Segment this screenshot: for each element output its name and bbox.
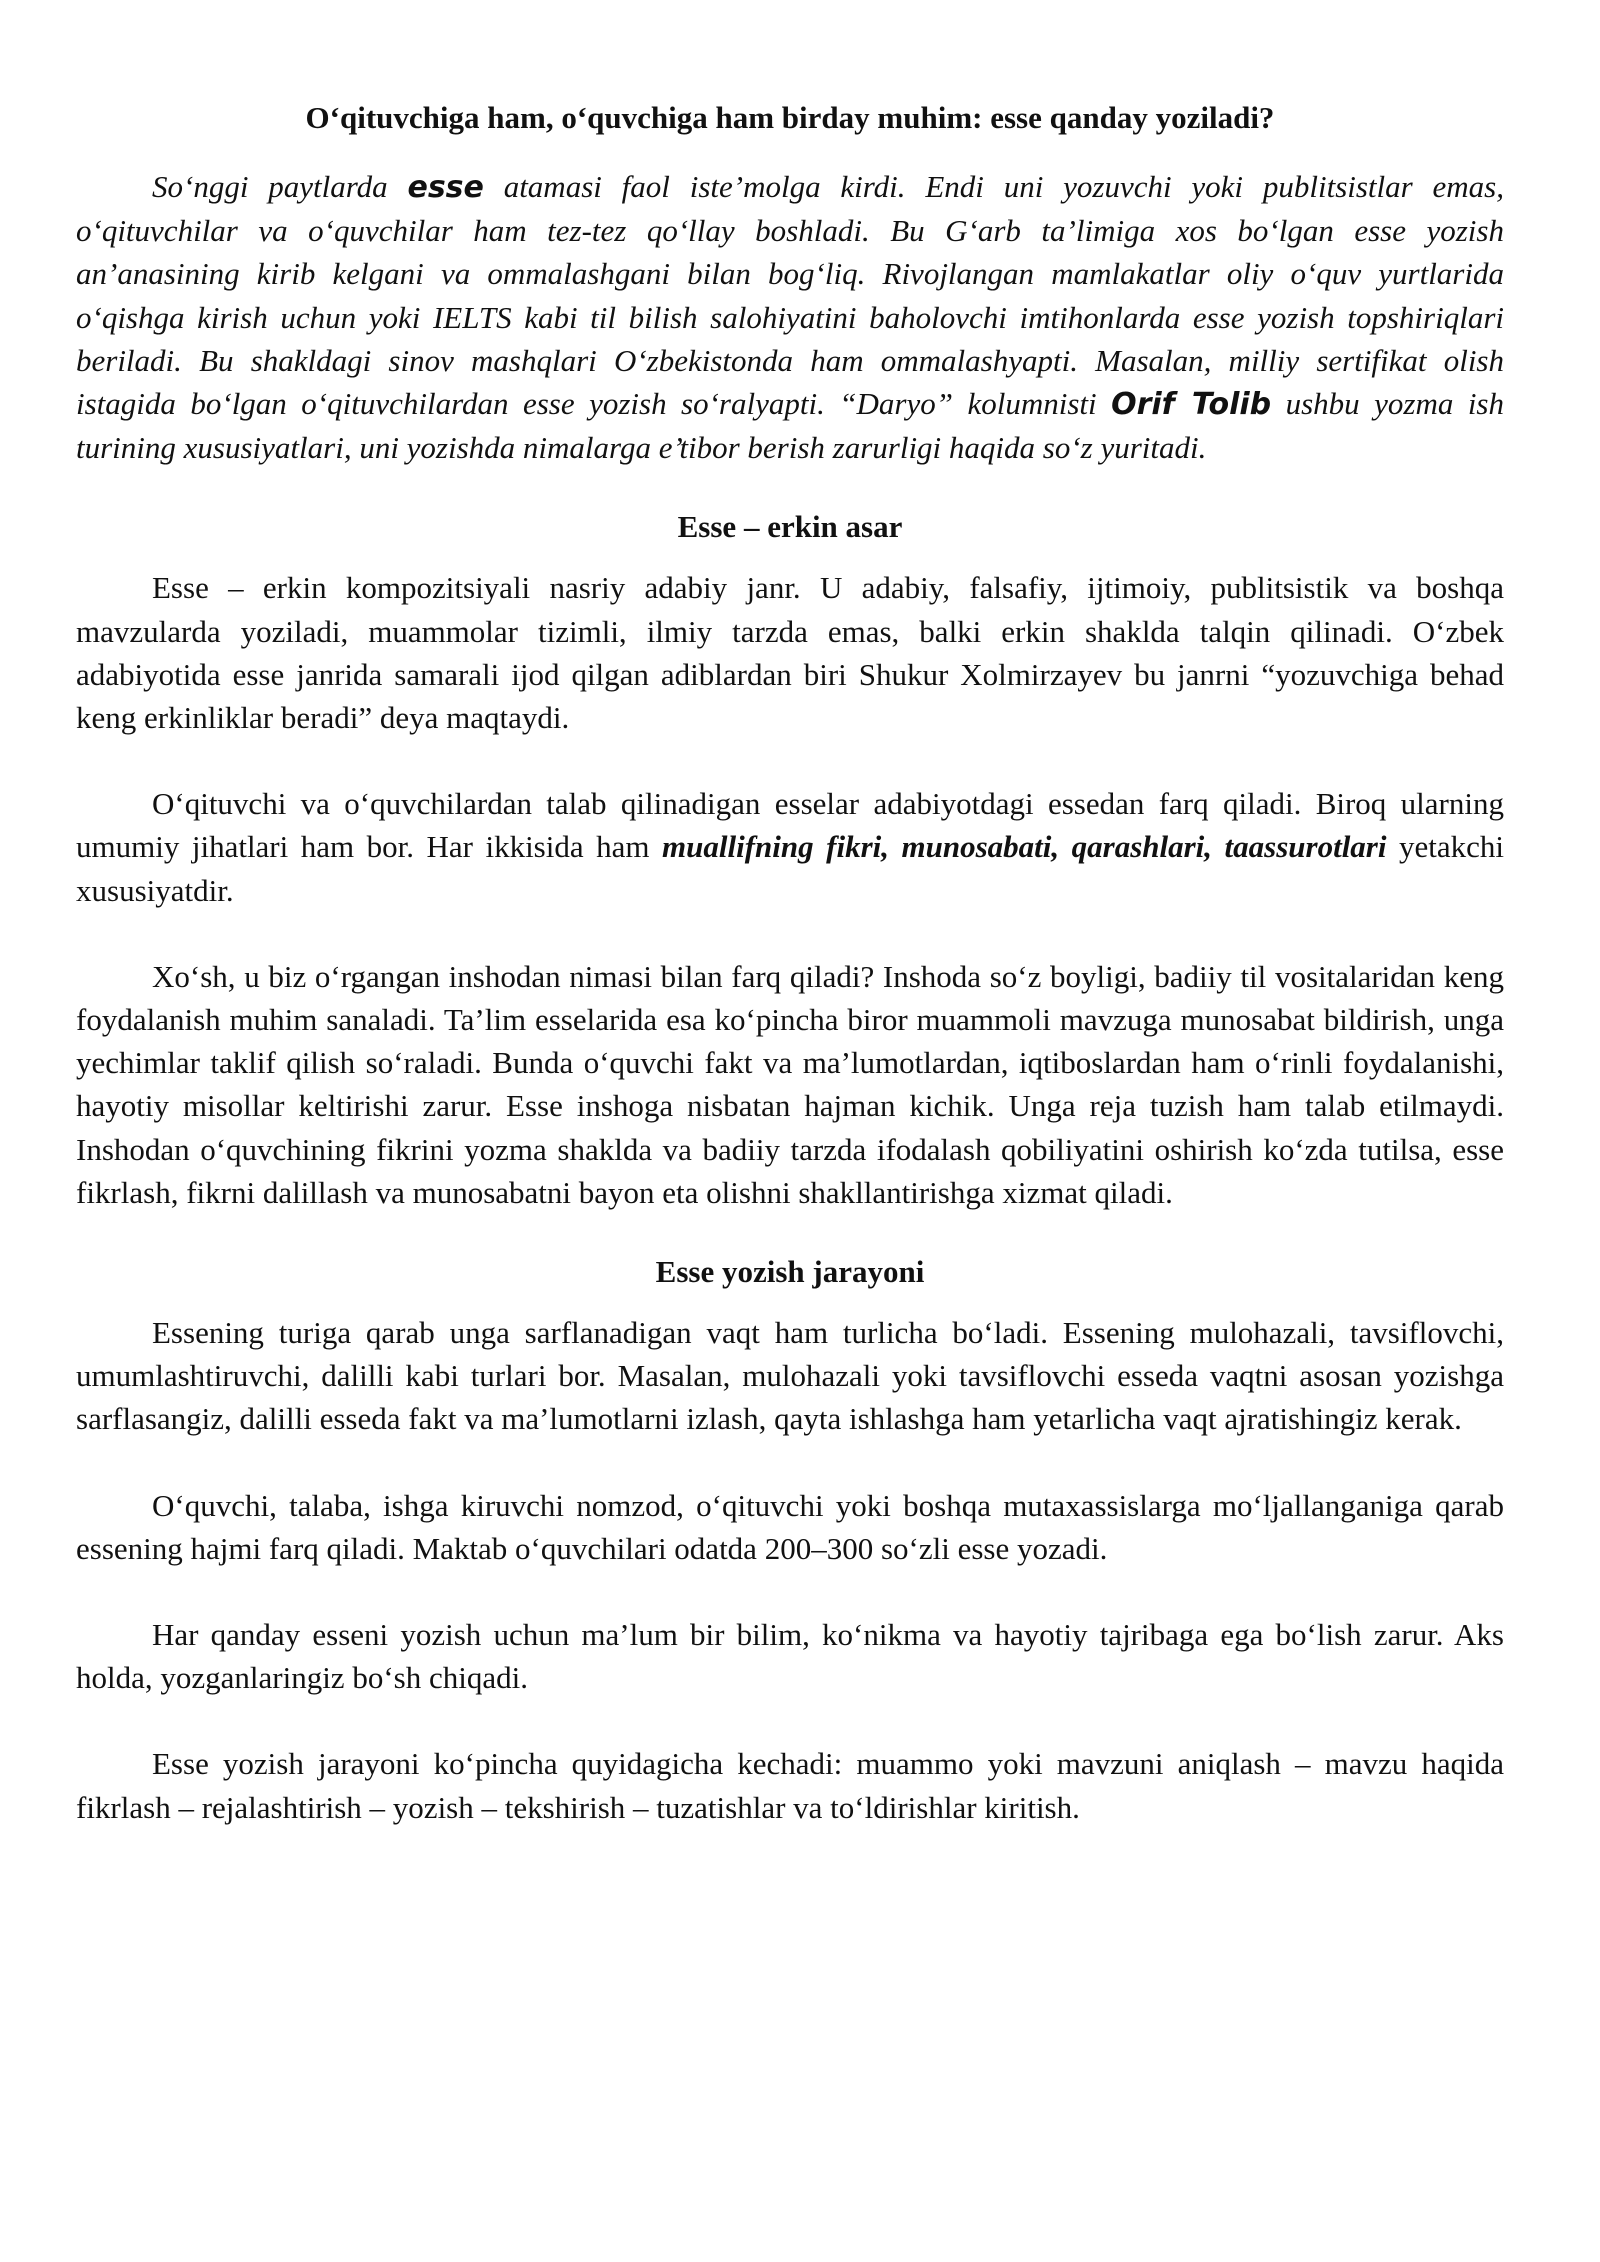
section1-paragraph-2-text-2: yetakchi xususiyatdir. — [76, 829, 1505, 908]
section-heading-yozish-jarayoni: Esse yozish jarayoni — [655, 1254, 925, 1290]
section-heading-erkin-asar: Esse – erkin asar — [677, 509, 903, 545]
intro-text-2: atamasi faol iste’molga kirdi. Endi uni yozuvchi yoki publitsistlar emas, o‘qituvchilar va o‘quvchilar ham tez-tez qo‘llay boshladi. Bu G‘arb ta’limiga xos bo‘lgan esse yozish an’anasining kirib kelgani va ommalashgani bilan bog‘liq. Rivojlangan mamlakatlar oliy o‘quv yurtlarida o‘qishga kirish uchun yoki IELTS kabi til bilish salohiyatini baholovchi imtihonlarda esse yozish topshiriqlari beriladi. Bu shakldagi sinov mashqlari O‘zbekistonda ham ommalashyapti. Masalan, milliy sertifikat olish istagida bo‘lgan o‘qituvchilardan esse yozish so‘ralyapti. “Daryo” kolumnisti — [76, 169, 1504, 422]
section1-paragraph-3: Xo‘sh, u biz o‘rgangan inshodan nimasi bilan farq qiladi? Inshoda so‘z boyligi, badiiy til vositalaridan keng foydalanish muhim sanaladi. Ta’lim esselarida esa ko‘pincha biror muammoli mavzuga munosabat bildirish, unga yechimlar taklif qilish so‘raladi. Bunda o‘quvchi fakt va ma’lumotlardan, iqtiboslardan ham o‘rinli foydalanishi, hayotiy misollar keltirishi zarur. Esse inshoga nisbatan hajman kichik. Unga reja tuzish ham talab etilmaydi. Inshodan o‘quvchining fikrini yozma shaklda va badiiy tarzda ifodalash qobiliyatini oshirish ko‘zda tutilsa, esse fikrlash, fikrni dalillash va munosabatni bayon eta olishni shakllantirishga xizmat qiladi. — [76, 958, 1504, 1210]
section2-paragraph-4: Esse yozish jarayoni ko‘pincha quyidagicha kechadi: muammo yoki mavzuni aniqlash – mavzu haqida fikrlash – rejalashtirish – yozish – tekshirish – tuzatishlar va to‘ldirishlar kiritish. — [76, 1746, 1504, 1825]
intro-text-3: ushbu yozma ish turining xususiyatlari, uni yozishda nimalarga e’tibor berish zarurligi haqida so‘z yuritadi. — [76, 386, 1504, 466]
page-title: O‘qituvchiga ham, o‘quvchiga ham birday muhim: esse qanday yoziladi? — [305, 100, 1275, 135]
section2-paragraph-3: Har qanday esseni yozish uchun ma’lum bir bilim, ko‘nikma va hayotiy tajribaga ega bo‘lish zarur. Aks holda, yozganlaringiz bo‘sh chiqadi. — [76, 1617, 1504, 1696]
intro-paragraph — [76, 165, 1504, 469]
document-page — [76, 96, 1504, 1829]
intro-author-name: Orif Tolib — [1111, 387, 1272, 423]
intro-text-1: So‘nggi paytlarda — [152, 169, 408, 204]
section1-paragraph-2-emphasis: muallifning fikri, munosabati, qarashlari, taassurotlari — [662, 829, 1387, 865]
section2-paragraph-2: O‘quvchi, talaba, ishga kiruvchi nomzod, o‘qituvchi yoki boshqa mutaxassislarga mo‘ljallanganiga qarab essening hajmi farq qiladi. Maktab o‘quvchilari odatda 200–300 so‘zli esse yozadi. — [76, 1487, 1504, 1566]
section1-paragraph-2-text-1: O‘qituvchi va o‘quvchilardan talab qilinadigan esselar adabiyotdagi essedan farq qiladi. Biroq ularning umumiy jihatlari ham bor. Har ikkisida ham — [76, 786, 1504, 865]
intro-bold-term: esse — [407, 170, 484, 205]
section1-paragraph-1: Esse – erkin kompozitsiyali nasriy adabiy janr. U adabiy, falsafiy, ijtimoiy, publitsistik va boshqa mavzularda yoziladi, muammolar tizimli, ilmiy tarzda emas, balki erkin shaklda talqin qilinadi. O‘zbek adabiyotida esse janrida samarali ijod qilgan adiblardan biri Shukur Xolmirzayev bu janrni “yozuvchiga behad keng erkinliklar beradi” deya maqtaydi. — [76, 570, 1504, 736]
section2-paragraph-1: Essening turiga qarab unga sarflanadigan vaqt ham turlicha bo‘ladi. Essening mulohazali, tavsiflovchi, umumlashtiruvchi, dalilli kabi turlari bor. Masalan, mulohazali yoki tavsiflovchi esseda vaqtni asosan yozishga sarflasangiz, dalilli esseda fakt va ma’lumotlarni izlash, qayta ishlashga ham yetarlicha vaqt ajratishingiz kerak. — [76, 1315, 1504, 1437]
section1-paragraph-2 — [76, 782, 1504, 912]
